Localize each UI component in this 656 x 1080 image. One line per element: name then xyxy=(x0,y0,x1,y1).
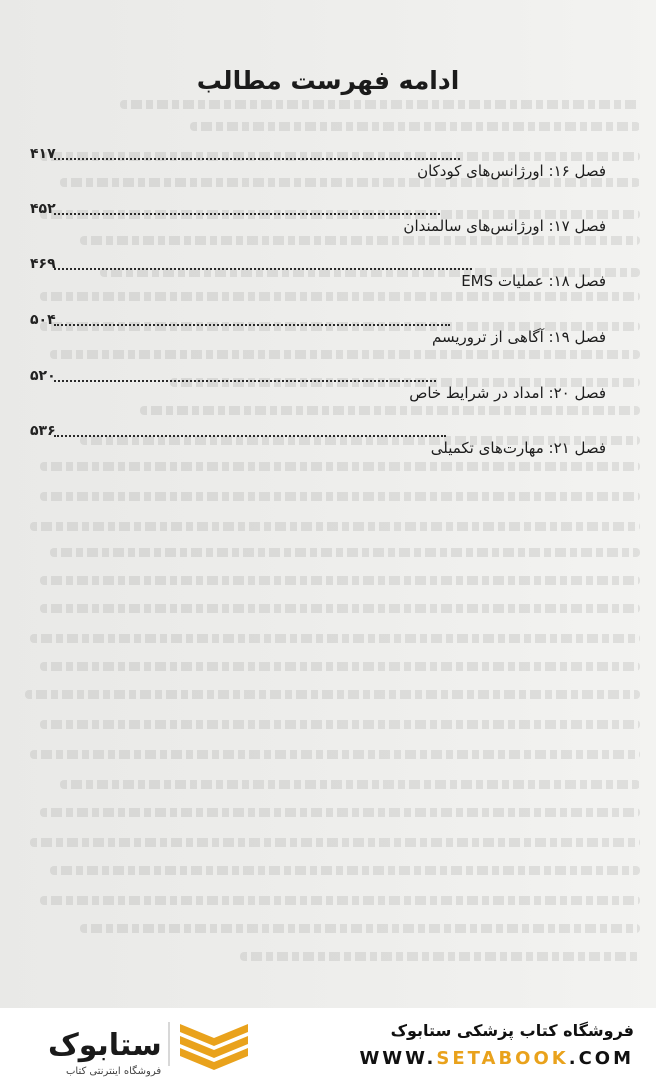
toc-entry-page: ۴۵۲ xyxy=(30,201,56,217)
book-stack-icon xyxy=(176,1018,252,1072)
leader-dots xyxy=(54,211,440,215)
toc-entry-page: ۵۳۶ xyxy=(30,423,56,439)
url-brand: SETABOOK xyxy=(436,1048,569,1069)
toc-entry-label: فصل ۱۶: اورژانس‌های کودکان xyxy=(417,162,606,180)
store-name: فروشگاه کتاب پزشکی ستابوک xyxy=(390,1021,634,1040)
toc-entry-label: فصل ۱۸: عملیات EMS xyxy=(461,272,606,290)
store-url[interactable] xyxy=(359,1048,634,1069)
toc-entry-label: فصل ۱۷: اورژانس‌های سالمندان xyxy=(403,217,606,235)
toc-entry-label: فصل ۲۰: امداد در شرایط خاص xyxy=(409,384,606,402)
show-through-text xyxy=(20,60,640,1000)
store-logo[interactable] xyxy=(24,1020,164,1077)
toc-entry xyxy=(30,256,606,290)
leader-dots xyxy=(54,266,472,270)
leader-dots xyxy=(54,433,446,437)
logo-tagline: فروشگاه اینترنتی کتاب xyxy=(66,1066,162,1077)
toc-entry-page: ۴۱۷ xyxy=(30,146,56,162)
leader-dots xyxy=(54,322,450,326)
toc-entry-label: فصل ۱۹: آگاهی از تروریسم xyxy=(432,328,606,346)
toc-entry xyxy=(30,368,606,402)
leader-dots xyxy=(54,156,460,160)
toc-entry-page: ۴۶۹ xyxy=(30,256,56,272)
toc-entry xyxy=(30,423,606,457)
toc-entry-label: فصل ۲۱: مهارت‌های تکمیلی xyxy=(430,439,606,457)
toc-entry-page: ۵۰۴ xyxy=(30,312,56,328)
page-title: ادامه فهرست مطالب xyxy=(196,66,460,95)
logo-wordmark: ستابوک xyxy=(48,1028,162,1063)
logo-divider xyxy=(168,1022,170,1066)
toc-entry xyxy=(30,146,606,180)
leader-dots xyxy=(54,378,436,382)
toc-entry xyxy=(30,312,606,346)
store-footer-banner xyxy=(0,1008,656,1080)
url-suffix: .COM xyxy=(568,1048,634,1069)
toc-entry xyxy=(30,201,606,235)
toc-entry-page: ۵۲۰ xyxy=(30,368,56,384)
url-prefix: WWW. xyxy=(359,1048,437,1069)
